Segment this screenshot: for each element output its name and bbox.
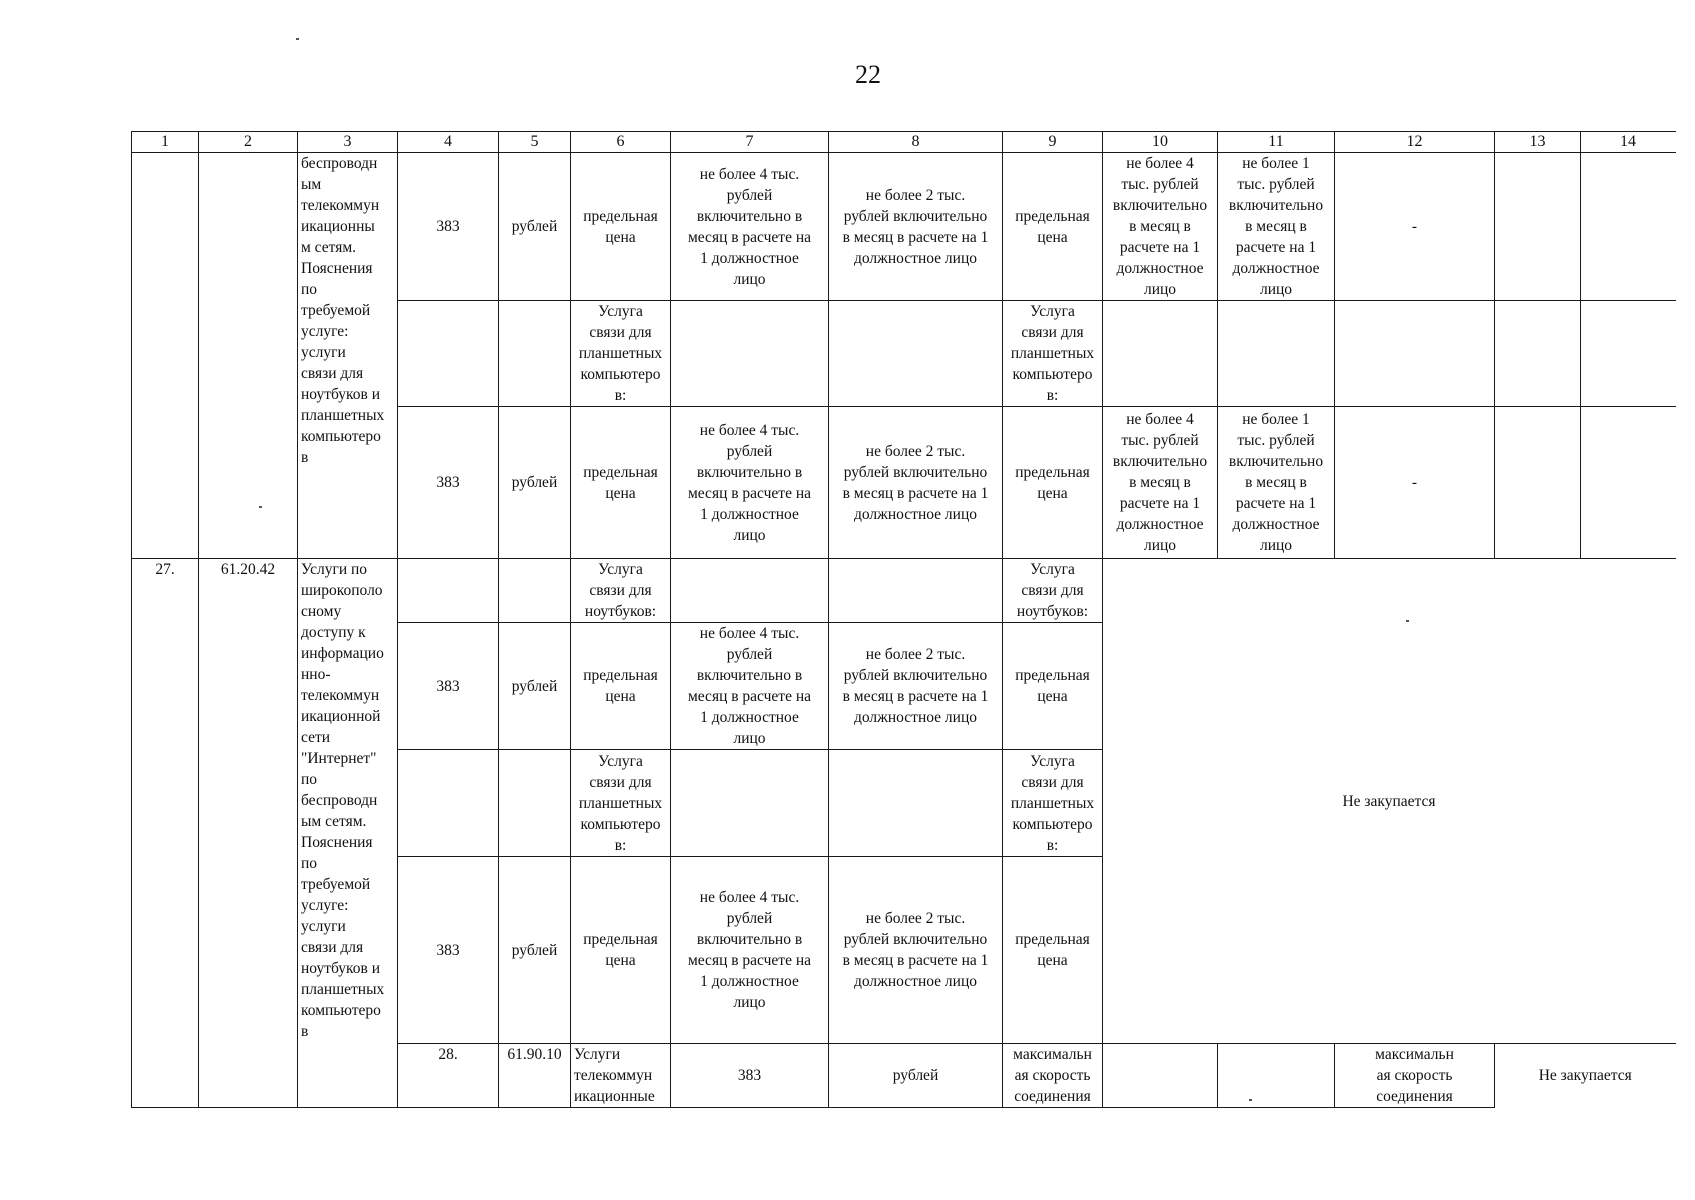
- unit-code-cell: [398, 559, 499, 623]
- table-row: [132, 153, 1676, 301]
- value-cell: [1335, 301, 1495, 407]
- value-cell: не более 4 тыс. рублей включительно в месяц в расчете на 1 должностное лицо: [671, 153, 829, 301]
- value-cell: [829, 301, 1003, 407]
- value-cell: [1581, 407, 1676, 559]
- characteristic-cell: максимальн ая скорость соединения: [1003, 1044, 1103, 1108]
- value-cell: [1495, 153, 1581, 301]
- value-cell: [1581, 301, 1676, 407]
- unit-code-cell: 383: [398, 153, 499, 301]
- unit-name-cell: [499, 559, 571, 623]
- characteristic-cell: Услуга связи для планшетных компьютеро в:: [571, 301, 671, 407]
- scan-speck: [1249, 1099, 1252, 1101]
- value-cell: не более 2 тыс. рублей включительно в месяц в расчете на 1 должностное лицо: [829, 153, 1003, 301]
- characteristic-cell: предельная цена: [1003, 153, 1103, 301]
- value-cell: -: [1335, 407, 1495, 559]
- characteristic-cell: предельная цена: [1003, 623, 1103, 750]
- okpd-code-cell: [199, 153, 298, 559]
- characteristic-cell: предельная цена: [1003, 857, 1103, 1044]
- column-number: 3: [298, 132, 398, 153]
- column-number: 5: [499, 132, 571, 153]
- not-purchased-cell: Не закупается: [1103, 559, 1676, 1044]
- column-number: 9: [1003, 132, 1103, 153]
- value-cell: [1103, 301, 1218, 407]
- requirements-table: [131, 131, 1676, 1108]
- characteristic-cell: предельная цена: [571, 407, 671, 559]
- characteristic-cell: предельная цена: [571, 857, 671, 1044]
- scan-speck: [296, 38, 299, 40]
- characteristic-cell: предельная цена: [571, 623, 671, 750]
- value-cell: [829, 750, 1003, 857]
- characteristic-cell: Услуга связи для планшетных компьютеро в:: [571, 750, 671, 857]
- unit-code-cell: [398, 750, 499, 857]
- value-cell: не более 4 тыс. рублей включительно в месяц в расчете на 1 должностное лицо: [1103, 153, 1218, 301]
- column-number: 14: [1581, 132, 1676, 153]
- scan-speck: [259, 506, 262, 508]
- value-cell: не более 4 тыс. рублей включительно в месяц в расчете на 1 должностное лицо: [671, 623, 829, 750]
- column-number-row: [132, 132, 1676, 153]
- characteristic-cell: Услуга связи для планшетных компьютеро в:: [1003, 301, 1103, 407]
- item-number-cell: 27.: [132, 559, 199, 1108]
- column-number: 1: [132, 132, 199, 153]
- unit-name-cell: рублей: [829, 1044, 1003, 1108]
- column-number: 10: [1103, 132, 1218, 153]
- column-number: 13: [1495, 132, 1581, 153]
- unit-code-cell: 383: [398, 407, 499, 559]
- value-cell: [671, 559, 829, 623]
- item-number-cell: [132, 153, 199, 559]
- value-cell: не более 4 тыс. рублей включительно в месяц в расчете на 1 должностное лицо: [1103, 407, 1218, 559]
- characteristic-cell: Услуга связи для ноутбуков:: [571, 559, 671, 623]
- value-cell: не более 2 тыс. рублей включительно в месяц в расчете на 1 должностное лицо: [829, 623, 1003, 750]
- not-purchased-cell: Не закупается: [1538, 1067, 1632, 1085]
- value-cell: не более 2 тыс. рублей включительно в месяц в расчете на 1 должностное лицо: [829, 407, 1003, 559]
- column-number: 6: [571, 132, 671, 153]
- column-number: 2: [199, 132, 298, 153]
- item-description-cell: Услуги по широкополо сному доступу к информацио нно- телекоммун икационной сети "Интернет" по беспроводн ым сетям. Пояснения по требуемой услуге: услуги связи для ноутбуков и планшетных компьютеро в: [298, 559, 398, 1108]
- okpd-code-cell: 61.20.42: [199, 559, 298, 1108]
- value-cell: [1581, 153, 1676, 301]
- value-cell: [1495, 407, 1581, 559]
- value-cell: [1218, 301, 1335, 407]
- column-number: 12: [1335, 132, 1495, 153]
- column-number: 11: [1218, 132, 1335, 153]
- unit-name-cell: [499, 750, 571, 857]
- value-cell: не более 1 тыс. рублей включительно в месяц в расчете на 1 должностное лицо: [1218, 407, 1335, 559]
- value-cell: [1103, 1044, 1218, 1108]
- unit-code-cell: 383: [398, 623, 499, 750]
- value-cell: [671, 750, 829, 857]
- characteristic-cell: Услуга связи для планшетных компьютеро в:: [1003, 750, 1103, 857]
- unit-code-cell: [398, 301, 499, 407]
- characteristic-cell: предельная цена: [1003, 407, 1103, 559]
- unit-name-cell: рублей: [499, 857, 571, 1044]
- scan-speck: [1406, 620, 1409, 622]
- unit-name-cell: рублей: [499, 407, 571, 559]
- column-number: 4: [398, 132, 499, 153]
- unit-name-cell: [499, 301, 571, 407]
- value-cell: не более 4 тыс. рублей включительно в месяц в расчете на 1 должностное лицо: [671, 857, 829, 1044]
- unit-code-cell: 383: [398, 857, 499, 1044]
- characteristic-cell: Услуга связи для ноутбуков:: [1003, 559, 1103, 623]
- value-cell: не более 2 тыс. рублей включительно в месяц в расчете на 1 должностное лицо: [829, 857, 1003, 1044]
- page-number: 22: [855, 60, 881, 89]
- value-cell: [1495, 301, 1581, 407]
- value-cell: не более 4 тыс. рублей включительно в месяц в расчете на 1 должностное лицо: [671, 407, 829, 559]
- item-description-cell: Услуги телекоммун икационные: [571, 1044, 671, 1108]
- column-number: 8: [829, 132, 1003, 153]
- column-number: 7: [671, 132, 829, 153]
- unit-code-cell: 383: [671, 1044, 829, 1108]
- value-cell: не более 1 тыс. рублей включительно в месяц в расчете на 1 должностное лицо: [1218, 153, 1335, 301]
- value-cell: [671, 301, 829, 407]
- value-cell: [1218, 1044, 1335, 1108]
- characteristic-cell: предельная цена: [571, 153, 671, 301]
- characteristic-cell: максимальн ая скорость соединения: [1335, 1044, 1495, 1108]
- unit-name-cell: рублей: [499, 623, 571, 750]
- item-description-cell: беспроводн ым телекоммун икационны м сетям. Пояснения по требуемой услуге: услуги связи для ноутбуков и планшетных компьютеро в: [298, 153, 398, 559]
- value-cell: [829, 559, 1003, 623]
- okpd-code-cell: 61.90.10: [499, 1044, 571, 1108]
- item-number-cell: 28.: [398, 1044, 499, 1108]
- value-cell: -: [1335, 153, 1495, 301]
- table-row: [132, 559, 1676, 623]
- unit-name-cell: рублей: [499, 153, 571, 301]
